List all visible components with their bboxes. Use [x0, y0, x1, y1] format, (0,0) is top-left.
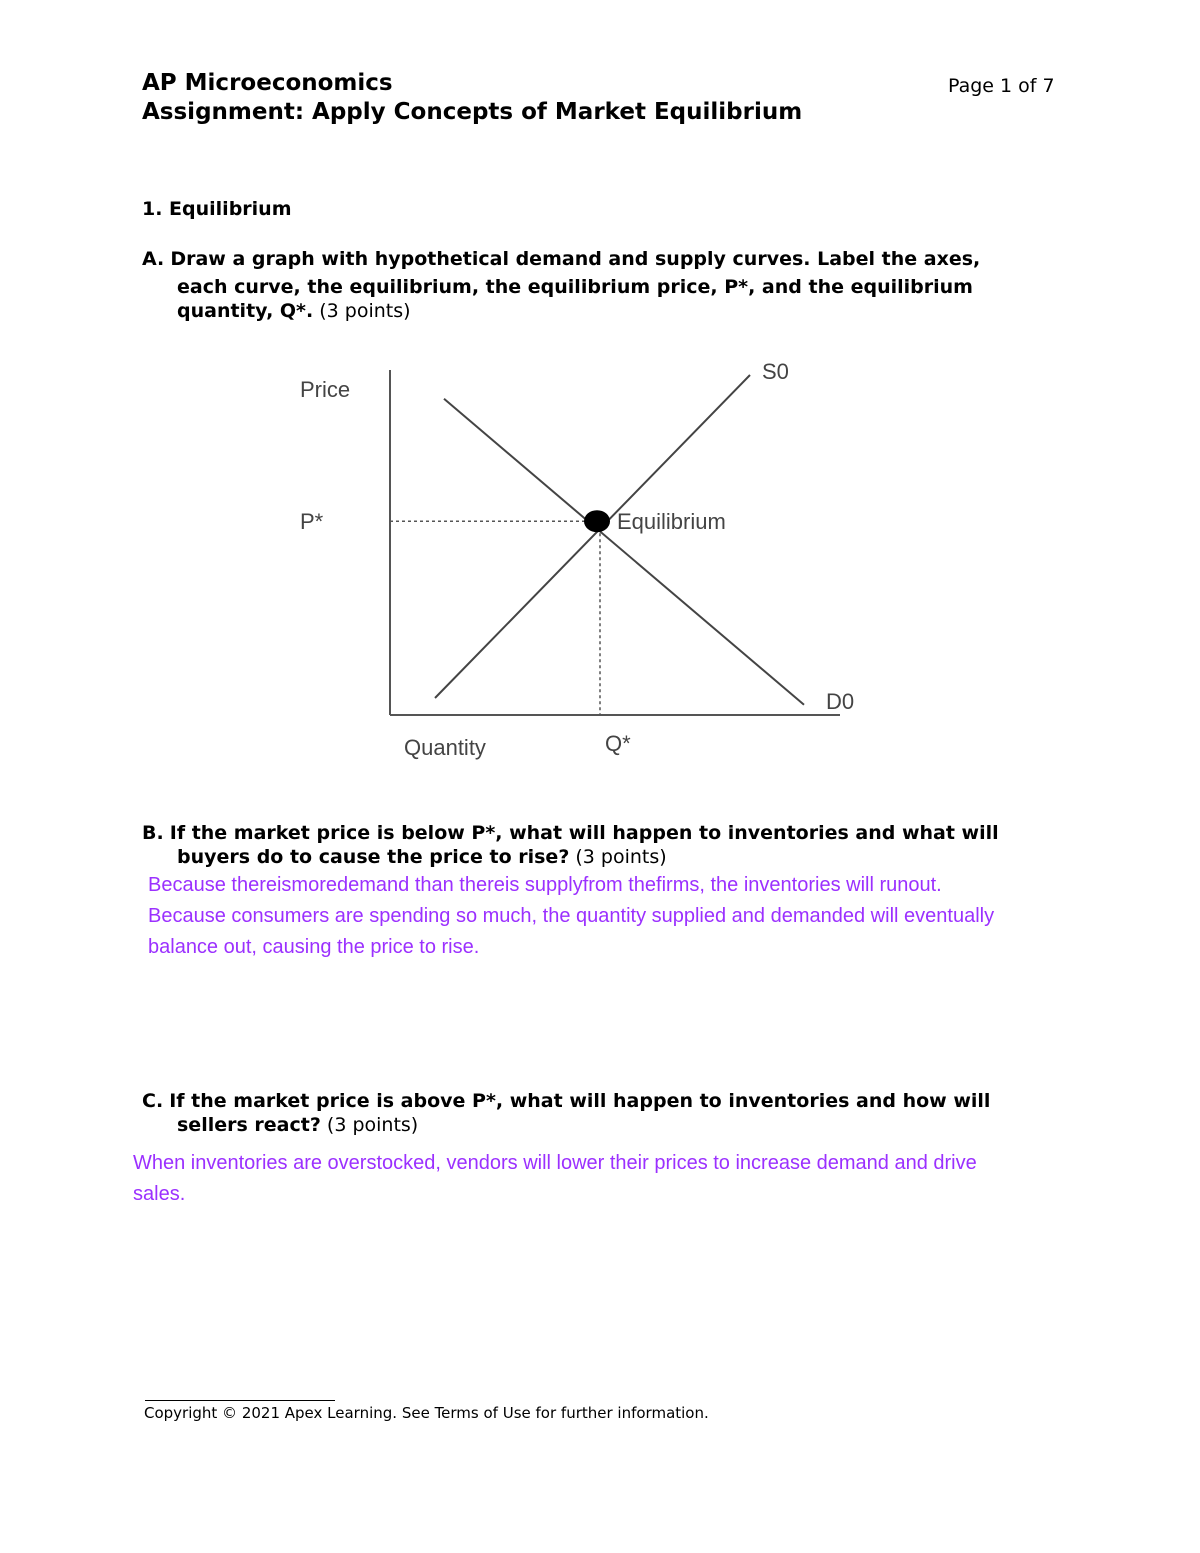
supply-curve-s0 [435, 375, 750, 698]
question-b-points: (3 points) [575, 846, 667, 868]
question-a [142, 247, 1042, 323]
question-a-label: A. [142, 248, 165, 270]
answer-b-line: Because thereismoredemand than thereis supplyfrom thefirms, the inventories will runout. [148, 874, 942, 896]
question-c [142, 1089, 1042, 1137]
course-title: AP Microeconomics [142, 70, 393, 96]
question-b [142, 821, 1042, 869]
question-b-line2: buyers do to cause the price to rise? [177, 846, 570, 868]
question-a-line2: each curve, the equilibrium, the equilibrium price, P*, and the equilibrium [177, 276, 973, 298]
footer-copyright: Copyright © 2021 Apex Learning. See Terms of Use for further information. [144, 1404, 709, 1422]
y-axis-label: Price [300, 377, 351, 402]
equilibrium-quantity-label: Q* [605, 731, 631, 756]
page-number: Page 1 of 7 [948, 75, 1055, 97]
answer-b [148, 870, 1068, 963]
question-c-line2: sellers react? [177, 1114, 321, 1136]
supply-curve-label: S0 [762, 359, 789, 384]
question-a-line3: quantity, Q*. [177, 300, 314, 322]
demand-curve-label: D0 [826, 688, 855, 714]
question-c-line1: If the market price is above P*, what will happen to inventories and how will [169, 1090, 991, 1112]
answer-c [133, 1148, 1073, 1210]
assignment-title: Assignment: Apply Concepts of Market Equilibrium [142, 99, 803, 125]
question-c-points: (3 points) [326, 1114, 419, 1136]
equilibrium-label: Equilibrium [617, 509, 726, 535]
x-axis-label: Quantity [404, 735, 486, 760]
demand-curve-d0 [444, 399, 804, 705]
answer-b-line: Because consumers are spending so much, the quantity supplied and demanded will eventually [148, 905, 995, 927]
question-a-points: (3 points) [319, 300, 411, 322]
supply-demand-chart [280, 345, 880, 775]
section-title: 1. Equilibrium [142, 198, 292, 220]
question-a-line1: Draw a graph with hypothetical demand and supply curves. Label the axes, [170, 248, 981, 270]
question-c-label: C. [142, 1090, 164, 1112]
answer-b-line: balance out, causing the price to rise. [148, 936, 480, 958]
question-b-label: B. [142, 822, 164, 844]
equilibrium-price-label: P* [300, 509, 324, 535]
question-b-line1: If the market price is below P*, what will happen to inventories and what will [169, 822, 999, 844]
answer-c-line: When inventories are overstocked, vendors will lower their prices to increase demand and drive [133, 1152, 977, 1174]
answer-c-line: sales. [133, 1183, 186, 1205]
footer-divider [145, 1400, 335, 1401]
equilibrium-point [584, 510, 610, 532]
